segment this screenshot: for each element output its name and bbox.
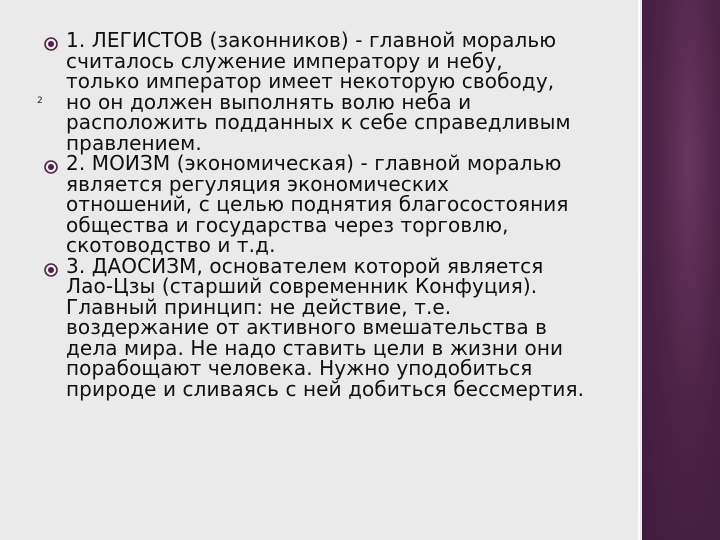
text-line: расположить подданных к себе справедливым <box>66 110 571 134</box>
circled-dot-bullet-icon <box>44 37 58 51</box>
text-line: 1. ЛЕГИСТОВ (законников) - главной моралью <box>66 28 557 52</box>
circled-dot-bullet-icon <box>44 160 58 174</box>
text-line: природе и сливаясь с ней добиться бессмертия. <box>66 376 585 401</box>
circled-dot-bullet-icon <box>44 263 58 277</box>
bullet-text <box>66 153 624 256</box>
text-line: является регуляция экономических <box>66 171 450 196</box>
bullet-item-taoism <box>44 253 624 401</box>
text-line: считалось служение императору и небу, <box>66 48 503 73</box>
decorative-sidebar <box>642 0 720 540</box>
text-line: Главный принцип: не действие, т.е. <box>66 294 452 319</box>
text-line: правлением. <box>66 130 202 155</box>
sidebar-divider <box>638 0 640 540</box>
text-line: дела мира. Не надо ставить цели в жизни они <box>66 335 564 360</box>
text-line: отношений, с целью поднятия благосостояния <box>66 192 569 216</box>
bullet-item-mohism <box>44 153 624 256</box>
slide-number: 2 <box>37 96 43 106</box>
text-line: порабощают человека. Нужно уподобиться <box>66 356 533 380</box>
text-line: общества и государства через торговлю, <box>66 212 509 237</box>
text-line: воздержание от активного вмешательства в <box>66 315 548 339</box>
text-line: 3. ДАОСИЗМ, основателем которой является <box>66 253 544 278</box>
bullet-text <box>66 253 624 401</box>
text-line: только император имеет некоторую свободу, <box>66 69 555 93</box>
text-line: Лао-Цзы (старший современник Конфуция). <box>66 274 538 298</box>
bullet-list <box>44 30 624 399</box>
text-line: но он должен выполнять волю неба и <box>66 89 472 114</box>
bullet-item-legism <box>44 30 624 153</box>
text-line: скотоводство и т.д. <box>66 233 276 257</box>
bullet-text <box>66 30 624 153</box>
text-line: 2. МОИЗМ (экономическая) - главной моралью <box>66 151 562 175</box>
